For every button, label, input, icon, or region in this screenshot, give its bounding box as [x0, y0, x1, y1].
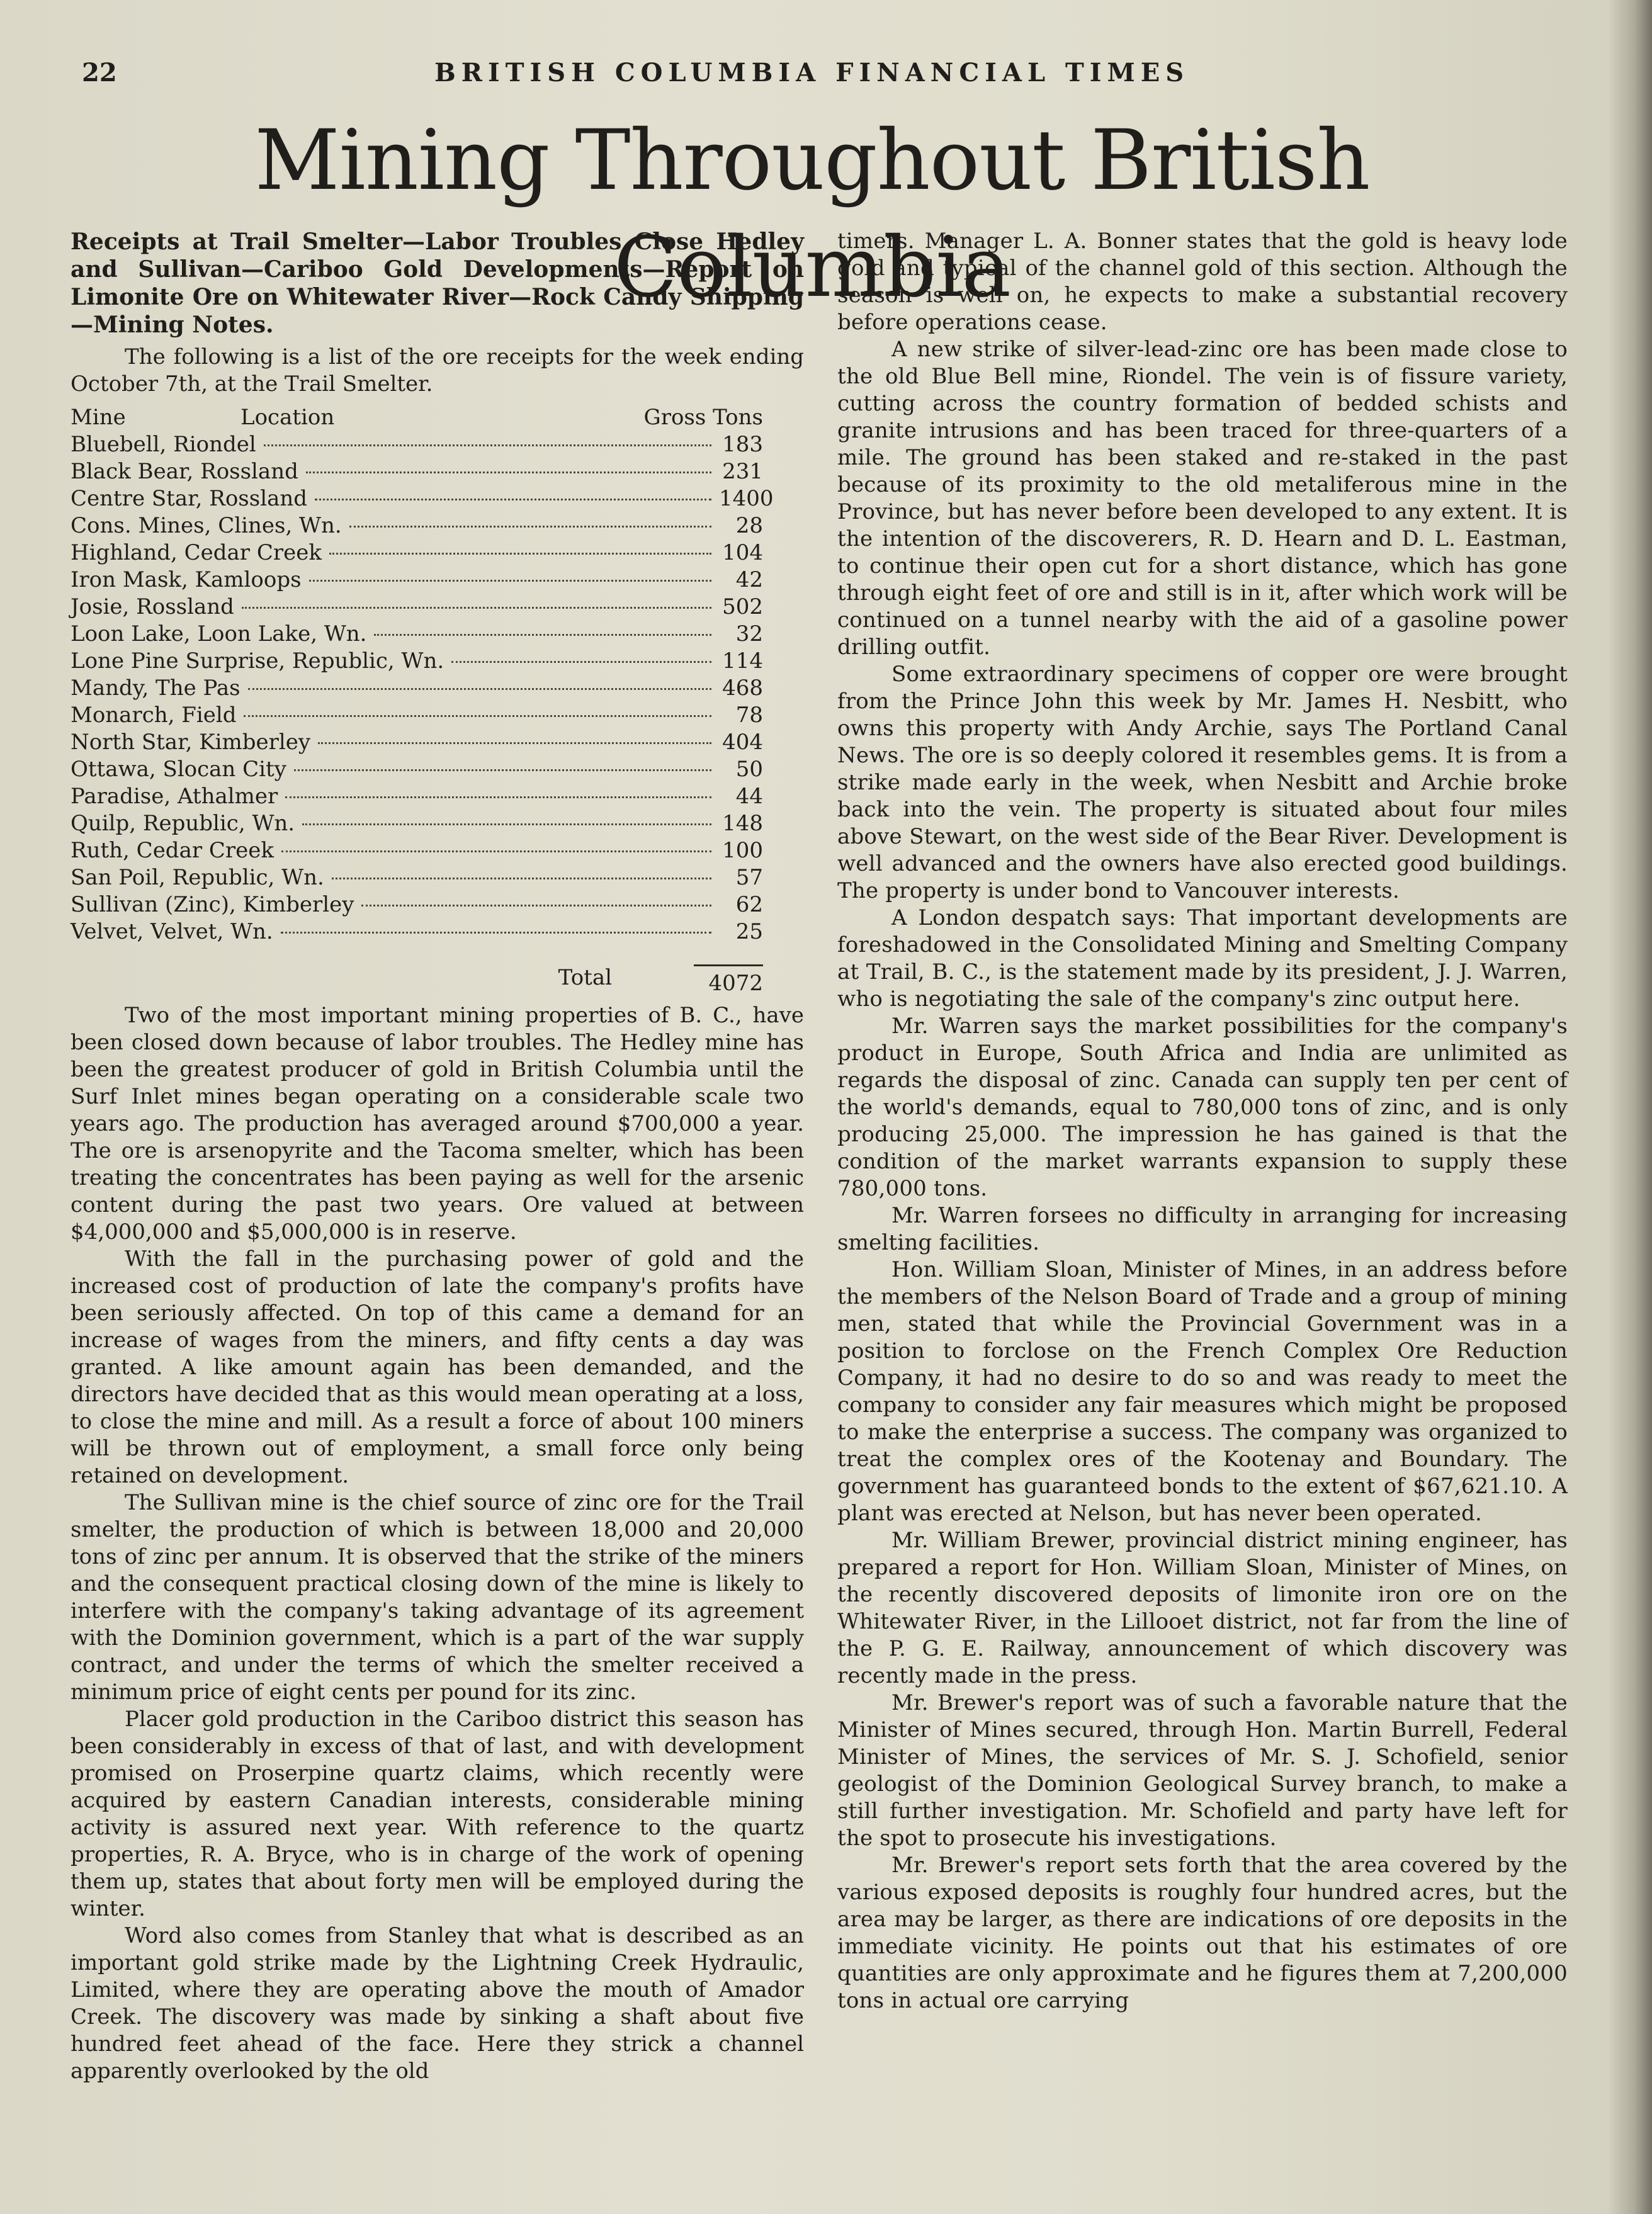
dot-leader — [302, 823, 711, 825]
gross-tons: 404 — [722, 730, 763, 755]
gross-tons: 57 — [735, 865, 763, 890]
mine-location: Mandy, The Pas — [71, 675, 240, 701]
table-row — [71, 783, 763, 810]
table-body — [71, 431, 774, 946]
body-paragraph: Mr. William Brewer, provincial district mining engineer, has prepared a report for Hon. William Sloan, Minister of Mines, on the recently discovered deposits of limonite iron ore on the Whitewater River, in the Lillooet district, not far from the line of the P. G. E. Railway, announcement of which discovery was recently made in the press. — [837, 1528, 1568, 1688]
gross-tons: 25 — [735, 919, 763, 944]
body-paragraph: A new strike of silver-lead-zinc ore has been made close to the old Blue Bell mine, Riondel. The vein is of fissure variety, cutting across the country formation of bedded schists and granite intrusions and has been traced for three-quarters of a mile. The ground has been staked and re-staked in the past because of its proximity to the old metaliferous mine in the Province, but has never before been developed to any extent. It is the intention of the discoverers, R. D. Hearn and D. L. Eastman, to continue their open cut for a short distance, which has gone through eight feet of ore and still is in it, after which work will be continued on a tunnel nearby with the aid of a gasoline power drilling outfit. — [837, 337, 1568, 660]
body-paragraph: With the fall in the purchasing power of gold and the increased cost of production of late the company's profits have been seriously affected. On top of this came a demand for an increase of wages from the miners, and fifty cents a day was granted. A like amount again has been demanded, and the directors have decided that as this would mean operating at a loss, to close the mine and mill. As a result a force of about 100 miners will be thrown out of employment, a small force only being retained on development. — [71, 1246, 804, 1488]
mine-location: Monarch, Field — [71, 703, 237, 728]
mine-location: Josie, Rossland — [71, 594, 234, 619]
binding-shadow — [1608, 0, 1652, 2214]
dot-leader — [248, 688, 711, 690]
body-paragraph: Mr. Brewer's report sets forth that the area covered by the various exposed deposits is roughly four hundred acres, but the area may be larger, as there are indications of ore deposits in the immediate vicinity. He points out that his estimates of ore quantities are only approximate and he figures them at 7,200,000 tons in actual ore carrying — [837, 1853, 1568, 2013]
table-row — [71, 918, 763, 946]
dot-leader — [329, 553, 711, 555]
mine-location: Black Bear, Rossland — [71, 459, 298, 484]
table-row — [71, 729, 763, 756]
gross-tons: 468 — [722, 675, 763, 701]
intro-paragraph: The following is a list of the ore receipts for the week ending October 7th, at the Trail Smelter. — [71, 344, 804, 397]
mine-location: Paradise, Athalmer — [71, 784, 278, 809]
mine-location: North Star, Kimberley — [71, 730, 311, 755]
table-row — [71, 702, 763, 729]
gross-tons: 502 — [722, 594, 763, 619]
table-row — [71, 431, 763, 458]
article-deck: Receipts at Trail Smelter—Labor Troubles Close Hedley and Sullivan—Cariboo Gold Developments—Report on Limonite Ore on Whitewater River—Rock Candy Shipping—Mining Notes. — [71, 229, 804, 338]
total-value: 4072 — [694, 964, 763, 1002]
table-row — [71, 512, 763, 539]
table-row — [71, 648, 763, 675]
right-column — [837, 228, 1568, 2014]
body-paragraph: Two of the most important mining properties of B. C., have been closed down because of labor troubles. The Hedley mine has been the greatest producer of gold in British Columbia until the Surf Inlet mines began operating on a considerable scale two years ago. The production has averaged around $700,000 a year. The ore is arsenopyrite and the Tacoma smelter, which has been treating the concentrates has been paying as well for the arsenic content during the past two years. Ore valued at between $4,000,000 and $5,000,000 is in reserve. — [71, 1003, 804, 1245]
mine-location: Ottawa, Slocan City — [71, 757, 286, 782]
table-row — [71, 837, 763, 864]
col-tons-header: Gross Tons — [643, 405, 763, 430]
dot-leader — [242, 607, 711, 609]
running-head — [82, 58, 1555, 89]
dot-leader — [306, 472, 711, 473]
mine-location: Iron Mask, Kamloops — [71, 567, 302, 592]
article-headline: Mining Throughout British Columbia — [254, 112, 1370, 316]
table-row — [71, 567, 763, 594]
dot-leader — [281, 932, 711, 934]
mine-location: Velvet, Velvet, Wn. — [71, 919, 273, 944]
gross-tons: 148 — [722, 811, 763, 836]
gross-tons: 44 — [735, 784, 763, 809]
mine-location: Loon Lake, Loon Lake, Wn. — [71, 621, 367, 647]
body-paragraph: Mr. Warren says the market possibilities for the company's product in Europe, South Africa and India are unlimited as regards the disposal of zinc. Canada can supply ten per cent of the world's demands, equal to 780,000 tons of zinc, and is only producing 25,000. The impression he has gained is that the condition of the market warrants expansion to supply these 780,000 tons. — [837, 1014, 1568, 1201]
dot-leader — [285, 796, 711, 798]
mine-location: Highland, Cedar Creek — [71, 540, 322, 565]
mine-location: Ruth, Cedar Creek — [71, 838, 274, 863]
page-number: 22 — [82, 58, 117, 88]
gross-tons: 42 — [735, 567, 763, 592]
table-row — [71, 621, 763, 648]
mine-location: Sullivan (Zinc), Kimberley — [71, 892, 354, 917]
dot-leader — [374, 634, 711, 636]
col-location-header: Location — [240, 405, 335, 430]
left-body-text — [71, 1002, 804, 2085]
table-row — [71, 675, 763, 702]
dot-leader — [315, 499, 711, 500]
body-paragraph: Mr. Brewer's report was of such a favorable nature that the Minister of Mines secured, through Hon. Martin Burrell, Federal Minister of Mines, the services of Mr. S. J. Schofield, senior geologist of the Dominion Geological Survey branch, to make a still further investigation. Mr. Schofield and party have left for the spot to prosecute his investigations. — [837, 1690, 1568, 1851]
total-label: Total — [558, 965, 612, 990]
table-row — [71, 756, 763, 783]
body-paragraph: Placer gold production in the Cariboo district this season has been considerably in excess of that of last, and with development promised on Proserpine quartz claims, which recently were acquired by eastern Canadian interests, considerable mining activity is assured next year. With reference to the quartz properties, R. A. Bryce, who is in charge of the work of opening them up, states that about forty men will be employed during the winter. — [71, 1707, 804, 1921]
gross-tons: 1400 — [719, 486, 774, 511]
dot-leader — [281, 850, 711, 852]
dot-leader — [361, 905, 711, 906]
table-row — [71, 810, 763, 837]
body-paragraph: Word also comes from Stanley that what is described as an important gold strike made by the Lightning Creek Hydraulic, Limited, where they are operating above the mouth of Amador Creek. The discovery was made by sinking a shaft about five hundred feet ahead of the face. Here they strick a channel apparently overlooked by the old — [71, 1923, 804, 2084]
continued-paragraph: timers. Manager L. A. Bonner states that the gold is heavy lode gold and typical of the channel gold of this section. Although the season is well on, he expects to make a substantial recovery before operations cease. — [837, 229, 1568, 335]
gross-tons: 62 — [735, 892, 763, 917]
col-mine-header: Mine — [71, 405, 126, 430]
body-paragraph: A London despatch says: That important developments are foreshadowed in the Consolidated Mining and Smelting Company at Trail, B. C., is the statement made by its president, J. J. Warren, who is negotiating the sale of the company's zinc output here. — [837, 905, 1568, 1012]
table-row — [71, 458, 763, 485]
ore-receipts-table — [71, 404, 774, 1002]
mine-location: Cons. Mines, Clines, Wn. — [71, 513, 342, 538]
table-row — [71, 539, 763, 567]
table-row — [71, 891, 763, 918]
body-paragraph: Some extraordinary specimens of copper ore were brought from the Prince John this week by Mr. James H. Nesbitt, who owns this property with Andy Archie, says The Portland Canal News. The ore is so deeply colored it resembles gems. It is from a strike made early in the week, when Nesbitt and Archie broke back into the vein. The property is situated about four miles above Stewart, on the west side of the Bear River. Development is well advanced and the owners have also erected good buildings. The property is under bond to Vancouver interests. — [837, 662, 1568, 903]
table-row — [71, 594, 763, 621]
mine-location: Quilp, Republic, Wn. — [71, 811, 295, 836]
gross-tons: 104 — [722, 540, 763, 565]
gross-tons: 50 — [735, 757, 763, 782]
mine-location: Centre Star, Rossland — [71, 486, 308, 511]
gross-tons: 100 — [722, 838, 763, 863]
gross-tons: 32 — [735, 621, 763, 647]
mine-location: Lone Pine Surprise, Republic, Wn. — [71, 648, 444, 674]
table-row — [71, 485, 774, 512]
table-header — [71, 404, 763, 431]
gross-tons: 183 — [722, 432, 763, 457]
mine-location: San Poil, Republic, Wn. — [71, 865, 324, 890]
mine-location: Bluebell, Riondel — [71, 432, 256, 457]
journal-title: BRITISH COLUMBIA FINANCIAL TIMES — [434, 58, 1190, 88]
body-paragraph: Mr. Warren forsees no difficulty in arranging for increasing smelting facilities. — [837, 1203, 1568, 1255]
dot-leader — [451, 661, 711, 663]
dot-leader — [332, 878, 711, 879]
table-row — [71, 864, 763, 891]
dot-leader — [349, 526, 711, 528]
gross-tons: 231 — [722, 459, 763, 484]
gross-tons: 78 — [735, 703, 763, 728]
gross-tons: 114 — [722, 648, 763, 674]
dot-leader — [309, 580, 711, 582]
body-paragraph: The Sullivan mine is the chief source of zinc ore for the Trail smelter, the production of which is between 18,000 and 20,000 tons of zinc per annum. It is observed that the strike of the miners and the consequent practical closing down of the mine is likely to interfere with the company's taking advantage of its agreement with the Dominion government, which is a part of the war supply contract, and under the terms of which the smelter received a minimum price of eight cents per pound for its zinc. — [71, 1490, 804, 1705]
dot-leader — [264, 444, 711, 446]
right-body-text — [837, 336, 1568, 2014]
table-total-row — [71, 964, 763, 1002]
gross-tons: 28 — [735, 513, 763, 538]
left-column — [71, 228, 804, 2085]
dot-leader — [318, 742, 711, 744]
body-paragraph: Hon. William Sloan, Minister of Mines, in an address before the members of the Nelson Board of Trade and a group of mining men, stated that while the Provincial Government was in a position to forclose on the French Complex Ore Reduction Company, it had no desire to do so and was ready to meet the company to consider any fair measures which might be proposed to make the enterprise a success. The company was organized to treat the complex ores of the Kootenay and Boundary. The government has guaranteed bonds to the extent of $67,621.10. A plant was erected at Nelson, but has never been operated. — [837, 1257, 1568, 1526]
dot-leader — [244, 715, 711, 717]
dot-leader — [294, 769, 711, 771]
